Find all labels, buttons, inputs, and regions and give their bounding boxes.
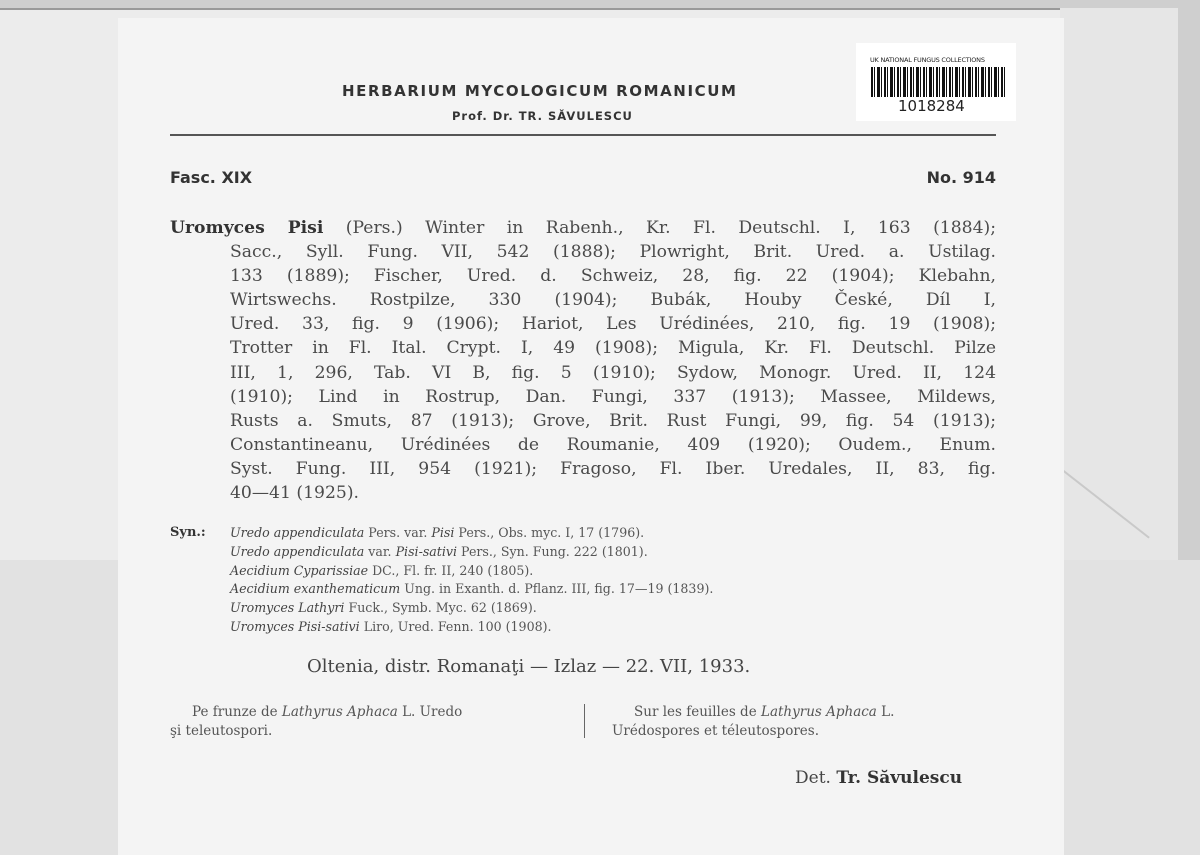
herbarium-curator: Prof. Dr. TR. SĂVULESCU (452, 109, 633, 123)
citation-line: Syst. Fung. III, 954 (1921); Fragoso, Fl. Iber. Uredales, II, 83, fig. (230, 458, 996, 479)
citation-line: (1910); Lind in Rostrup, Dan. Fungi, 337 (1913); Massee, Mildews, (230, 386, 996, 407)
synonyms-label: Syn.: (170, 525, 206, 540)
species-citation (170, 216, 996, 505)
synonyms (170, 524, 1002, 637)
citation-line: III, 1, 296, Tab. VI B, fig. 5 (1910); Sydow, Monogr. Ured. II, 124 (230, 362, 996, 383)
synonym-item: Aecidium Cyparissiae DC., Fl. fr. II, 240 (1805). (230, 562, 534, 578)
determiner-name: Tr. Săvulescu (836, 768, 963, 788)
column-divider (584, 704, 585, 738)
determiner: Det. Tr. Săvulescu (795, 768, 963, 788)
host-name: Lathyrus Aphaca (281, 704, 398, 720)
barcode-icon (871, 67, 1005, 97)
citation-line: Rusts a. Smuts, 87 (1913); Grove, Brit. Rust Fungi, 99, fig. 54 (1913); (230, 410, 996, 431)
citation-line: Constantineanu, Urédinées de Roumanie, 409 (1920); Oudem., Enum. (230, 434, 996, 455)
collection-locality: Oltenia, distr. Romanaţi — Izlaz — 22. VII, 1933. (307, 656, 751, 677)
sticker-number: 1018284 (898, 97, 965, 115)
sticker-institution: UK NATIONAL FUNGUS COLLECTIONS (870, 56, 985, 64)
herbarium-title: HERBARIUM MYCOLOGICUM ROMANICUM (342, 82, 738, 100)
citation-line: 133 (1889); Fischer, Ured. d. Schweiz, 28, fig. 22 (1904); Klebahn, (230, 266, 996, 287)
exsiccata-number: No. 914 (926, 168, 996, 187)
citation-line: Trotter in Fl. Ital. Crypt. I, 49 (1908); Migula, Kr. Fl. Deutschl. Pilze (230, 338, 996, 359)
synonym-item: Uredo appendiculata var. Pisi-sativi Pers., Syn. Fung. 222 (1801). (230, 543, 648, 559)
species-name: Uromyces Pisi (170, 218, 324, 238)
barcode-sticker (856, 43, 1016, 121)
citation-line: Wirtswechs. Rostpilze, 330 (1904); Bubák, Houby České, Díl I, (230, 290, 996, 311)
citation-line: Uromyces Pisi (Pers.) Winter in Rabenh., Kr. Fl. Deutschl. I, 163 (1884); (170, 218, 997, 238)
host-name: Lathyrus Aphaca (760, 704, 877, 720)
citation-line: Ured. 33, fig. 9 (1906); Hariot, Les Urédinées, 210, fig. 19 (1908); (230, 314, 996, 335)
host-romanian: Pe frunze de Lathyrus Aphaca L. Uredo şi teleutospori. (170, 704, 463, 739)
citation-line: 40—41 (1925). (230, 483, 360, 504)
header-rule (170, 134, 996, 136)
synonym-item: Uromyces Pisi-sativi Liro, Ured. Fenn. 100 (1908). (230, 618, 552, 634)
synonym-item: Uredo appendiculata Pers. var. Pisi Pers., Obs. myc. I, 17 (1796). (230, 525, 645, 540)
synonym-item: Uromyces Lathyri Fuck., Symb. Myc. 62 (1869). (230, 600, 537, 616)
host-french: Sur les feuilles de Lathyrus Aphaca L. Urédospores et téleutospores. (612, 704, 895, 739)
synonym-item: Aecidium exanthematicum Ung. in Exanth. d. Pflanz. III, fig. 17—19 (1839). (230, 581, 714, 597)
fascicle: Fasc. XIX (170, 168, 253, 187)
citation-line: Sacc., Syll. Fung. VII, 542 (1888); Plowright, Brit. Ured. a. Ustilag. (230, 242, 996, 263)
